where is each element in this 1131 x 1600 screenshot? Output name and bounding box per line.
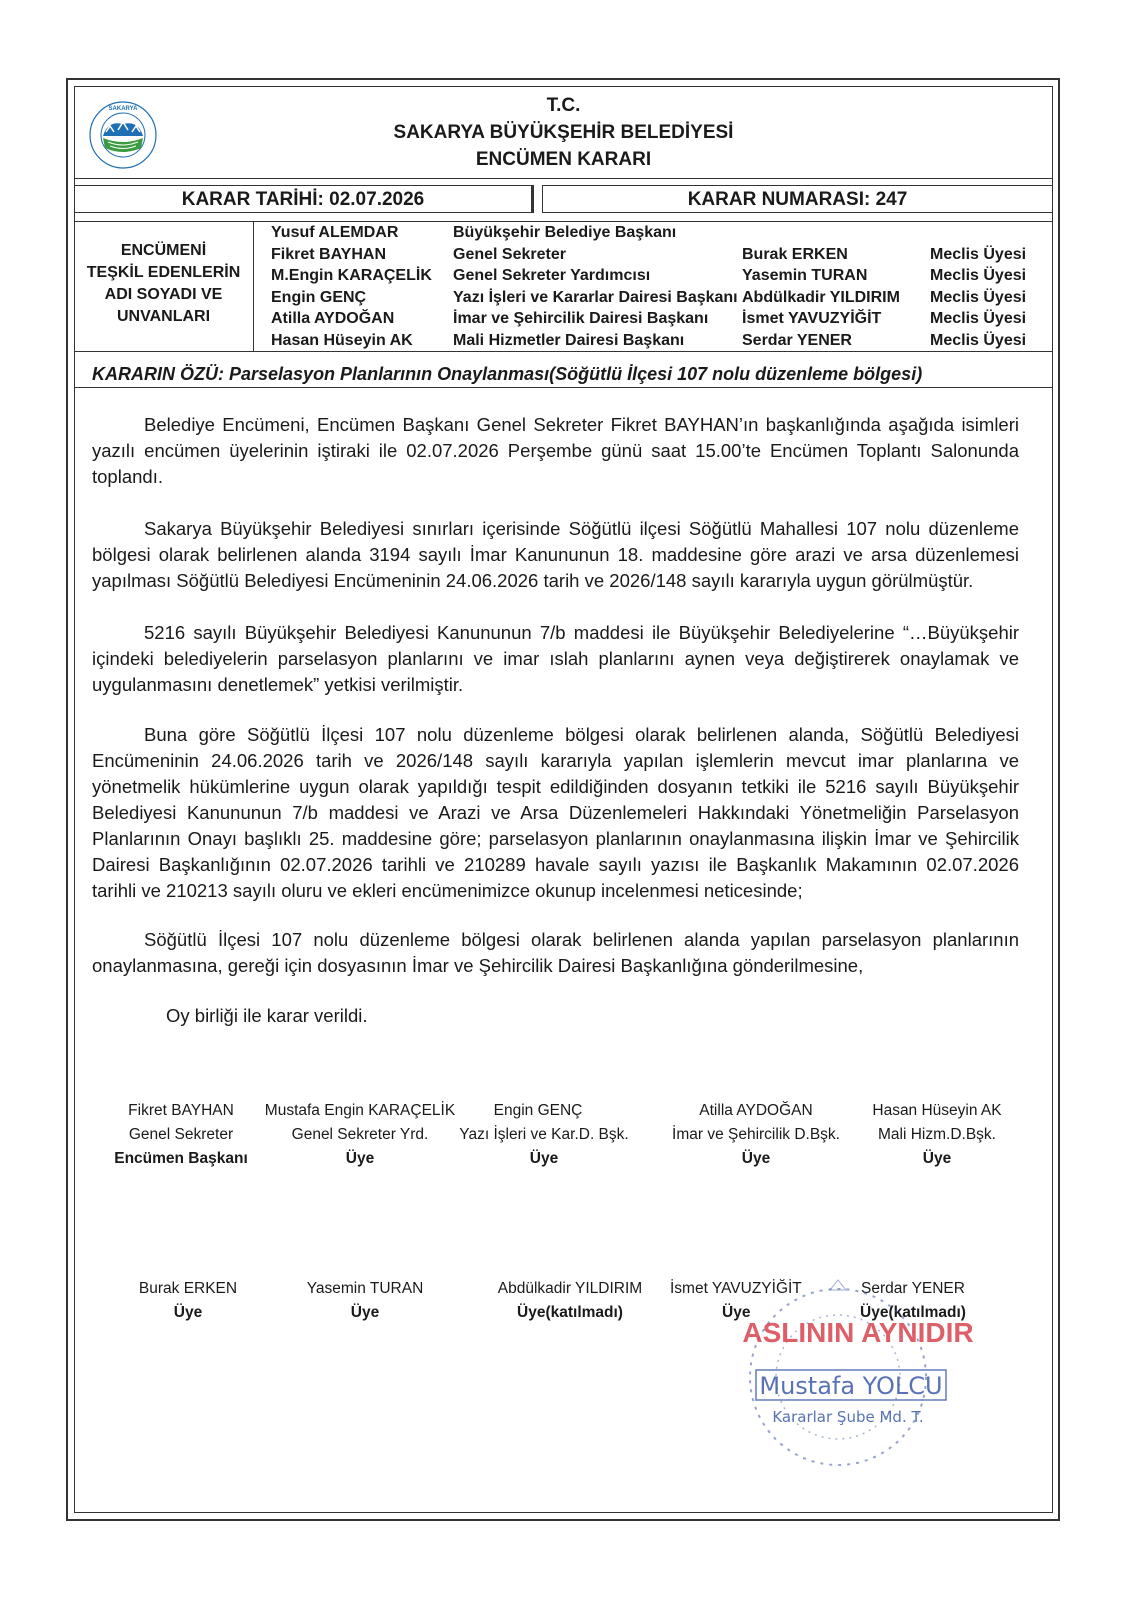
header-title [74,92,1053,173]
decision-info-row [74,185,1053,215]
signature-block [480,1277,660,1325]
member-name: Yasemin TURAN [742,267,868,284]
signature-block [862,1099,1012,1171]
decision-summary: KARARIN ÖZÜ: Parselasyon Planlarının Onaylanması(Söğütlü İlçesi 107 nolu düzenleme bölgesi) [92,364,923,384]
signature-role: Üye [529,1150,559,1167]
member-name: Serdar YENER [742,331,852,349]
stamp-official-title: Kararlar Şube Md. T. [772,1408,924,1426]
members-label-line: TEŞKİL EDENLERİN [86,264,241,281]
paragraph-text: Sakarya Büyükşehir Belediyesi sınırları içerisinde Söğütlü ilçesi Söğütlü Mahallesi 107 nolu düzenleme bölgesi olarak belirlenen alanda 3194 sayılı İmar Kanununun 18. maddesine göre arazi ve arsa düzenlemesi yapılması Söğütlü Belediyesi Encümeninin 24.06.2026 tarih ve 2026/148 sayılı kararıyla uygun görülmüştür. [92,518,1019,591]
members-right-names [742,244,900,352]
signature-title: İmar ve Şehircilik D.Bşk. [672,1126,840,1143]
signature-name: Mustafa Engin KARAÇELİK [264,1102,456,1119]
stamp-official-name: Mustafa YOLCU [759,1372,943,1400]
paragraph-text: 5216 sayılı Büyükşehir Belediyesi Kanununun 7/b maddesi ile Büyükşehir Belediyelerine “…Büyükşehir içindeki belediyelerin parselasyon planlarını ve imar ıslah planlarını aynen veya değiştirerek onaylamak ve uygulanmasını denetlemek” yetkisi verilmiştir. [92,622,1019,695]
member-name: Fikret BAYHAN [271,245,386,263]
signature-title: Genel Sekreter [128,1126,234,1143]
certified-copy-stamp [728,1272,978,1472]
signature-name: Abdülkadir YILDIRIM [497,1280,643,1297]
member-title: Meclis Üyesi [930,310,1027,327]
decision-date: KARAR TARİHİ: 02.07.2026 [74,185,534,213]
signature-role: Üye [350,1304,380,1321]
header-line-doc-type: ENCÜMEN KARARI [475,149,652,170]
signature-name: Fikret BAYHAN [128,1102,234,1119]
signature-block [257,1099,463,1171]
sakarya-logo-icon [88,100,158,170]
signature-title: Yazı İşleri ve Kar.D. Bşk. [459,1126,629,1143]
paragraph-text: Oy birliği ile karar verildi. [166,1005,368,1026]
signature-block [116,1277,260,1325]
signature-title: Genel Sekreter Yrd. [291,1126,429,1143]
paragraph-5 [92,927,1019,979]
signature-block [664,1099,848,1171]
council-members-table [74,221,1053,352]
paragraph-3 [92,620,1019,698]
member-name: Yusuf ALEMDAR [271,224,399,241]
members-left-names [271,222,432,351]
member-title: Meclis Üyesi [930,267,1027,284]
signature-role: Üye [722,1304,751,1321]
paragraph-2 [92,516,1019,594]
decision-number: KARAR NUMARASI: 247 [542,185,1053,213]
member-name: Hasan Hüseyin AK [271,331,413,349]
header-line-institution: SAKARYA BÜYÜKŞEHİR BELEDİYESİ [393,122,734,143]
signature-name: Burak ERKEN [138,1280,238,1297]
signature-role: Üye [345,1150,375,1167]
member-name: Engin GENÇ [271,288,367,306]
signature-block [455,1099,633,1171]
member-title: Genel Sekreter [453,245,566,263]
members-right-titles [930,244,1026,352]
stamp-certified-text: ASLININ AYNIDIR [742,1317,974,1348]
signature-name: Hasan Hüseyin AK [872,1102,1002,1119]
paragraph-6 [166,1003,1093,1029]
members-label [74,222,254,351]
member-title: Mali Hizmetler Dairesi Başkanı [453,331,685,349]
signature-role: Üye(katılmadı) [517,1304,623,1321]
members-label-line: UNVANLARI [116,308,211,325]
signature-name: İsmet YAVUZYİĞİT [670,1280,802,1297]
signature-name: Yasemin TURAN [306,1280,424,1297]
paragraph-text: Söğütlü İlçesi 107 nolu düzenleme bölgesi olarak belirlenen alanda yapılan parselasyon planlarının onaylanmasına, gereği için dosyasının İmar ve Şehircilik Dairesi Başkanlığına gönderilmesine, [92,929,1019,976]
paragraph-text: Buna göre Söğütlü İlçesi 107 nolu düzenleme bölgesi olarak belirlenen alanda, Söğütlü Belediyesi Encümeninin 24.06.2026 tarih ve 2026/148 sayılı kararıyla yapılan işlemlerin mevcut imar planlarına ve yönetmelik hükümlerine uygun olarak yapıldığı tespit edildiğinden dosyanın tetkiki ile 5216 sayılı Büyükşehir Belediyesi Kanununun 7/b maddesi ve Arazi ve Arsa Düzenlemeleri Hakkındaki Yönetmeliğin Parselasyon Planlarının Onayı başlıklı 25. maddesine göre; parselasyon planlarının onaylanmasına ilişkin İmar ve Şehircilik Dairesi Başkanlığının 02.07.2026 tarihli ve 210289 havale sayılı yazısı ile Başkanlık Makamının 02.07.2026 tarihli ve 210213 sayılı oluru ve ekleri encümenimizce okunup incelenmesi neticesinde; [92,724,1019,901]
signature-role: Üye(katılmadı) [860,1304,966,1321]
member-title: Meclis Üyesi [930,288,1027,306]
signature-name: Serdar YENER [861,1280,965,1297]
member-title: Meclis Üyesi [930,331,1027,349]
paragraph-1 [92,412,1019,490]
member-name: M.Engin KARAÇELİK [271,267,432,284]
signature-block [290,1277,440,1325]
member-title: Genel Sekreter Yardımcısı [453,267,651,284]
member-title: Meclis Üyesi [930,245,1027,263]
member-name: İsmet YAVUZYİĞİT [742,310,882,327]
member-title: Büyükşehir Belediye Başkanı [453,224,677,241]
svg-text:SAKARYA: SAKARYA [108,106,138,112]
signature-role: Üye [741,1150,771,1167]
summary-divider [74,387,1053,388]
member-title: İmar ve Şehircilik Dairesi Başkanı [453,310,709,327]
paragraph-4 [92,722,1019,904]
header-line-tc: T.C. [546,95,581,116]
signature-role: Üye [922,1150,952,1167]
signature-role: Encümen Başkanı [114,1150,248,1167]
member-name: Atilla AYDOĞAN [271,310,395,327]
signature-name: Engin GENÇ [493,1102,583,1119]
signature-title: Mali Hizm.D.Bşk. [878,1126,996,1143]
document-header [74,86,1053,179]
signature-role: Üye [173,1304,203,1321]
signature-name: Atilla AYDOĞAN [699,1102,813,1119]
member-name: Burak ERKEN [742,245,848,263]
signature-block [96,1099,266,1171]
paragraph-text: Belediye Encümeni, Encümen Başkanı Genel Sekreter Fikret BAYHAN’ın başkanlığında aşağıda isimleri yazılı encümen üyelerinin iştiraki ile 02.07.2026 Perşembe günü saat 15.00’te Encümen Toplantı Salonunda toplandı. [92,414,1019,487]
members-label-line: ENCÜMENİ [120,242,207,259]
member-name: Abdülkadir YILDIRIM [742,288,900,306]
member-title: Yazı İşleri ve Kararlar Dairesi Başkanı [453,288,738,306]
members-left-titles [453,222,738,351]
members-label-line: ADI SOYADI VE [104,286,223,303]
